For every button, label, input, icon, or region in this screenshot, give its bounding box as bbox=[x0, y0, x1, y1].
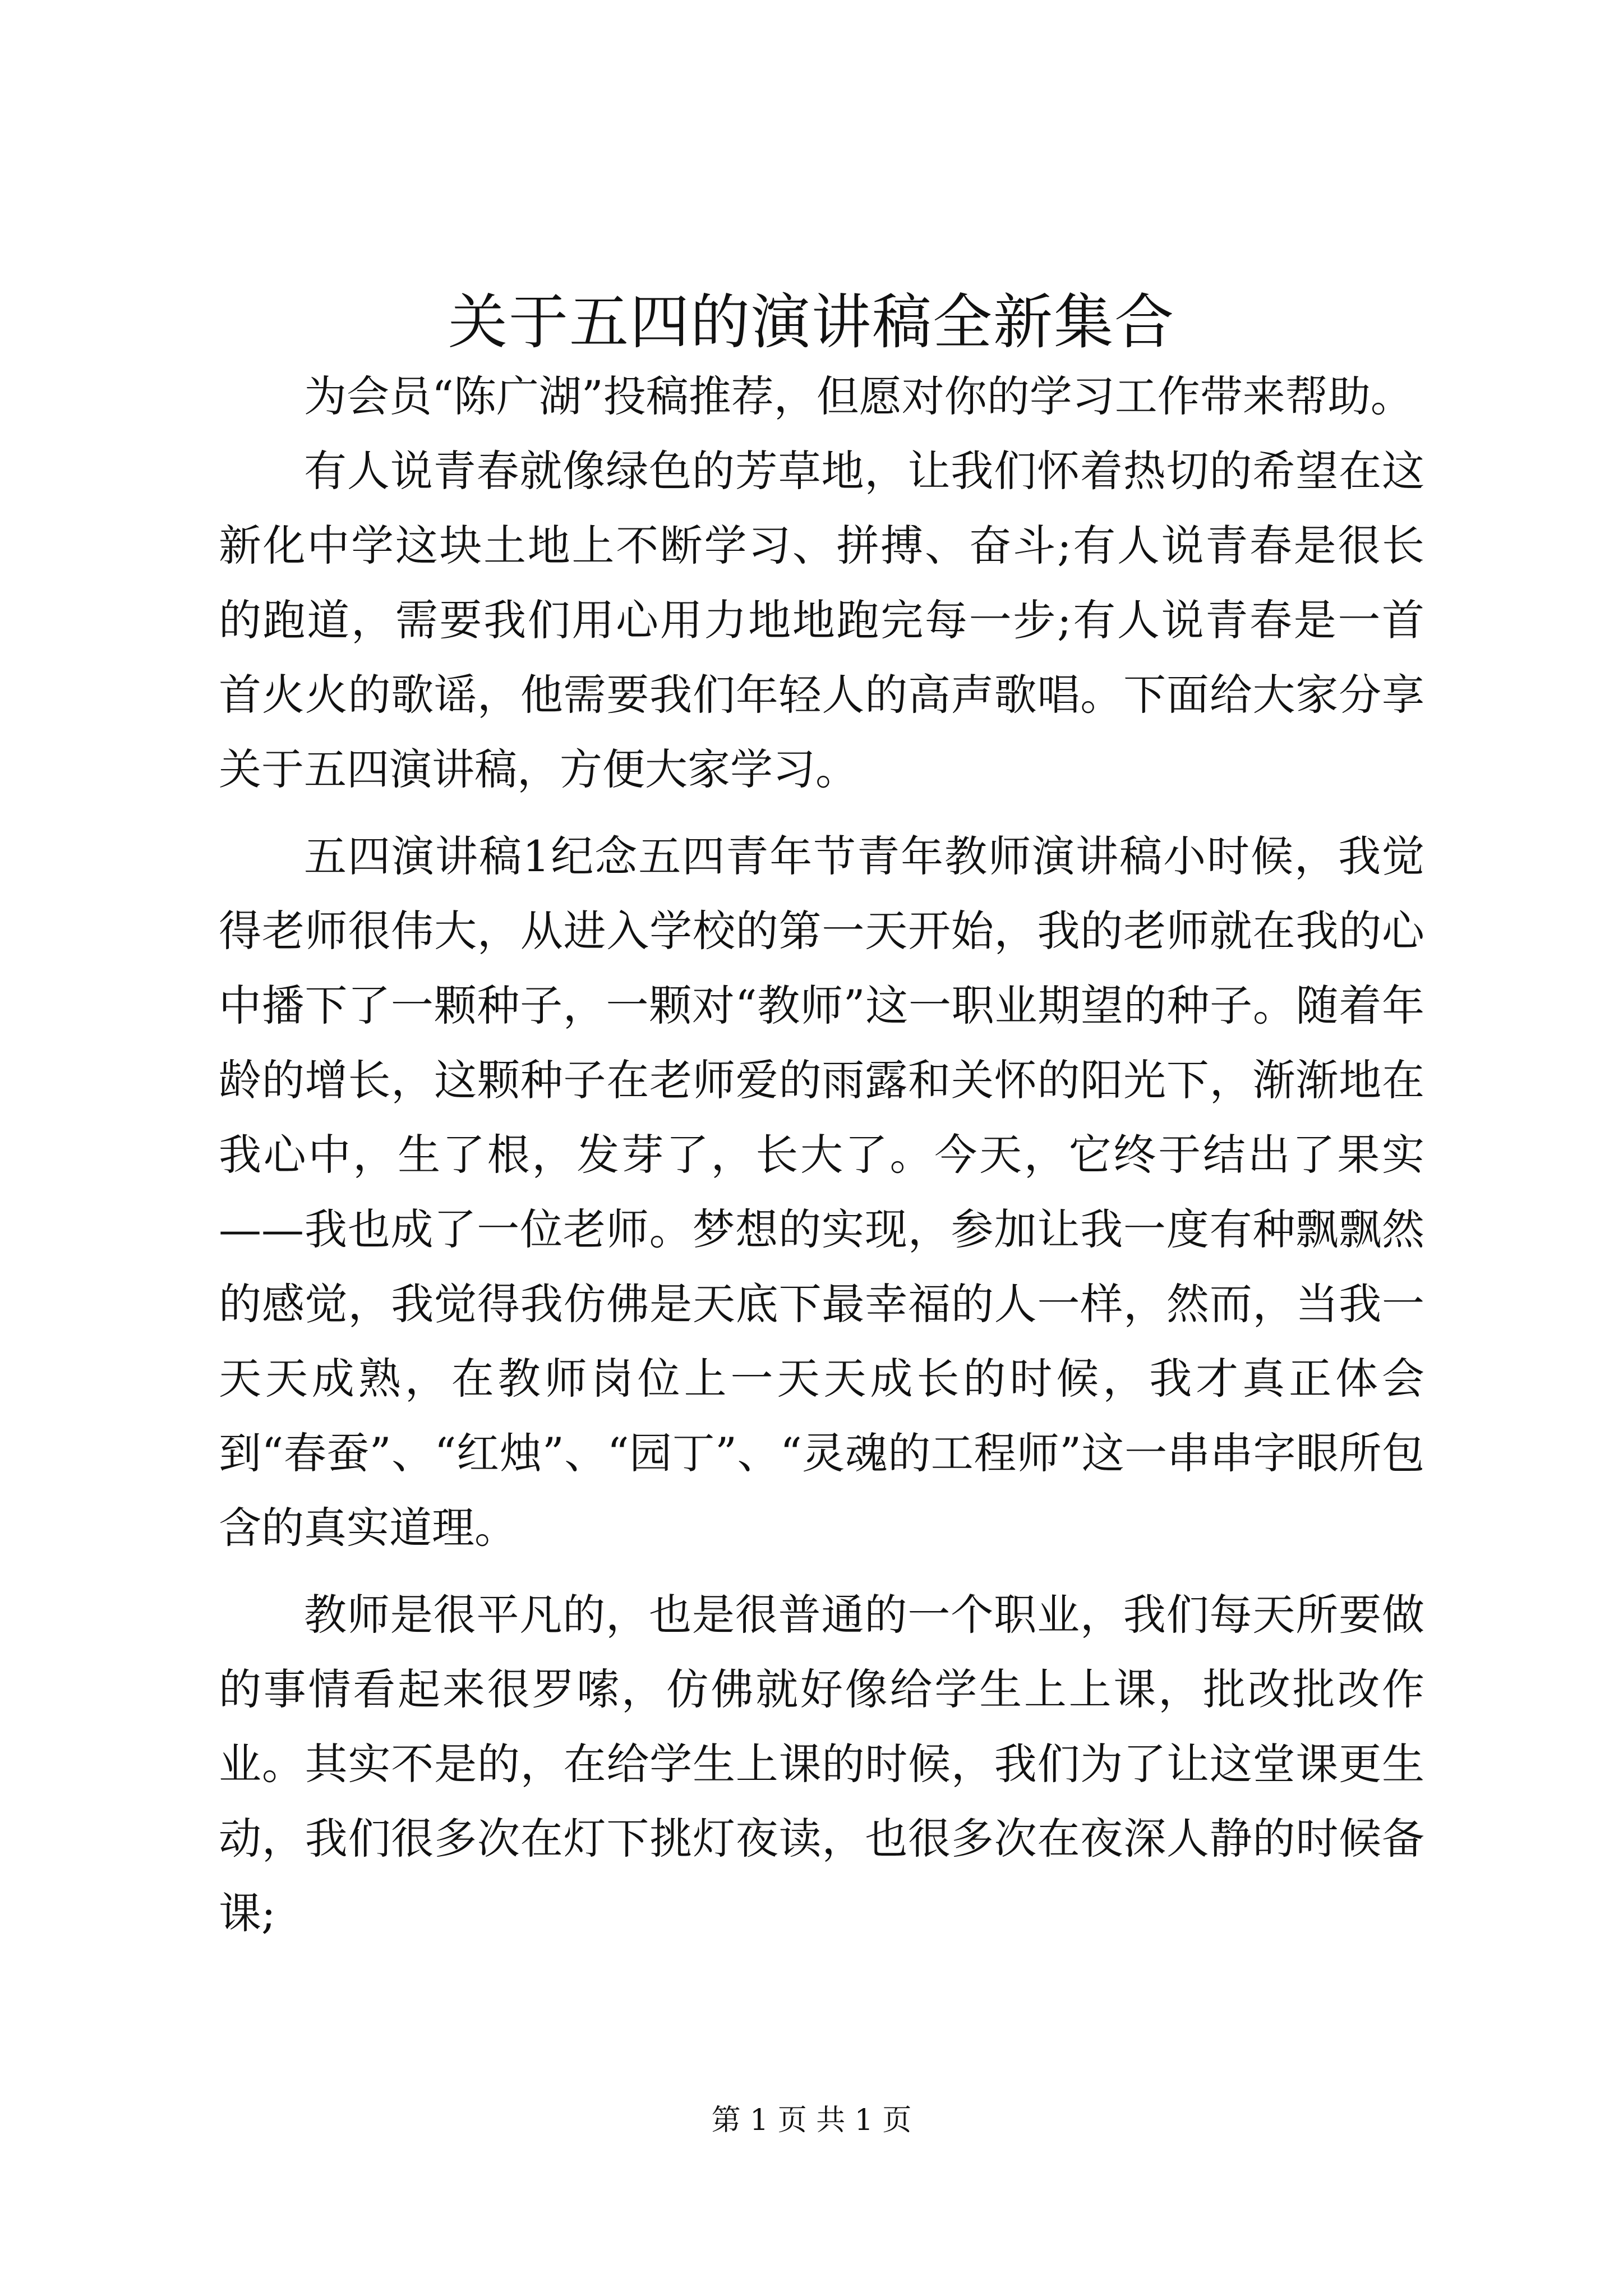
paragraph-teacher-profession: 教师是很平凡的，也是很普通的一个职业，我们每天所要做的事情看起来很罗嗦，仿佛就好像给学生上上课，批改批改作业。其实不是的，在给学生上课的时候，我们为了让这堂课更生动，我们很多次在灯下挑灯夜读，也很多次在夜深人静的时候备课; bbox=[219, 1590, 1424, 1938]
paragraph-recommendation: 为会员“陈广湖”投稿推荐，但愿对你的学习工作带来帮助。 bbox=[304, 371, 1413, 421]
paragraph-speech-one: 五四演讲稿1纪念五四青年节青年教师演讲稿小时候，我觉得老师很伟大，从进入学校的第一天开始，我的老师就在我的心中播下了一颗种子，一颗对“教师”这一职业期望的种子。随着年龄的增长，这颗种子在老师爱的雨露和关怀的阳光下，渐渐地在我心中，生了根，发芽了，长大了。今天，它终于结出了果实——我也成了一位老师。梦想的实现，参加让我一度有种飘飘然的感觉，我觉得我仿佛是天底下最幸福的人一样，然而，当我一天天成熟，在教师岗位上一天天成长的时候，我才真正体会到“春蚕”、“红烛”、“园丁”、“灵魂的工程师”这一串串字眼所包含的真实道理。 bbox=[219, 831, 1424, 1553]
document-title: 关于五四的演讲稿全新集合 bbox=[448, 288, 1175, 357]
document-body bbox=[219, 359, 1424, 1950]
page-footer: 第 1 页 共 1 页 bbox=[711, 2104, 912, 2137]
paragraph-introduction: 有人说青春就像绿色的芳草地，让我们怀着热切的希望在这新化中学这块土地上不断学习、拼搏、奋斗;有人说青春是很长的跑道，需要我们用心用力地地跑完每一步;有人说青春是一首首火火的歌谣，他需要我们年轻人的高声歌唱。下面给大家分享关于五四演讲稿，方便大家学习。 bbox=[219, 446, 1424, 794]
